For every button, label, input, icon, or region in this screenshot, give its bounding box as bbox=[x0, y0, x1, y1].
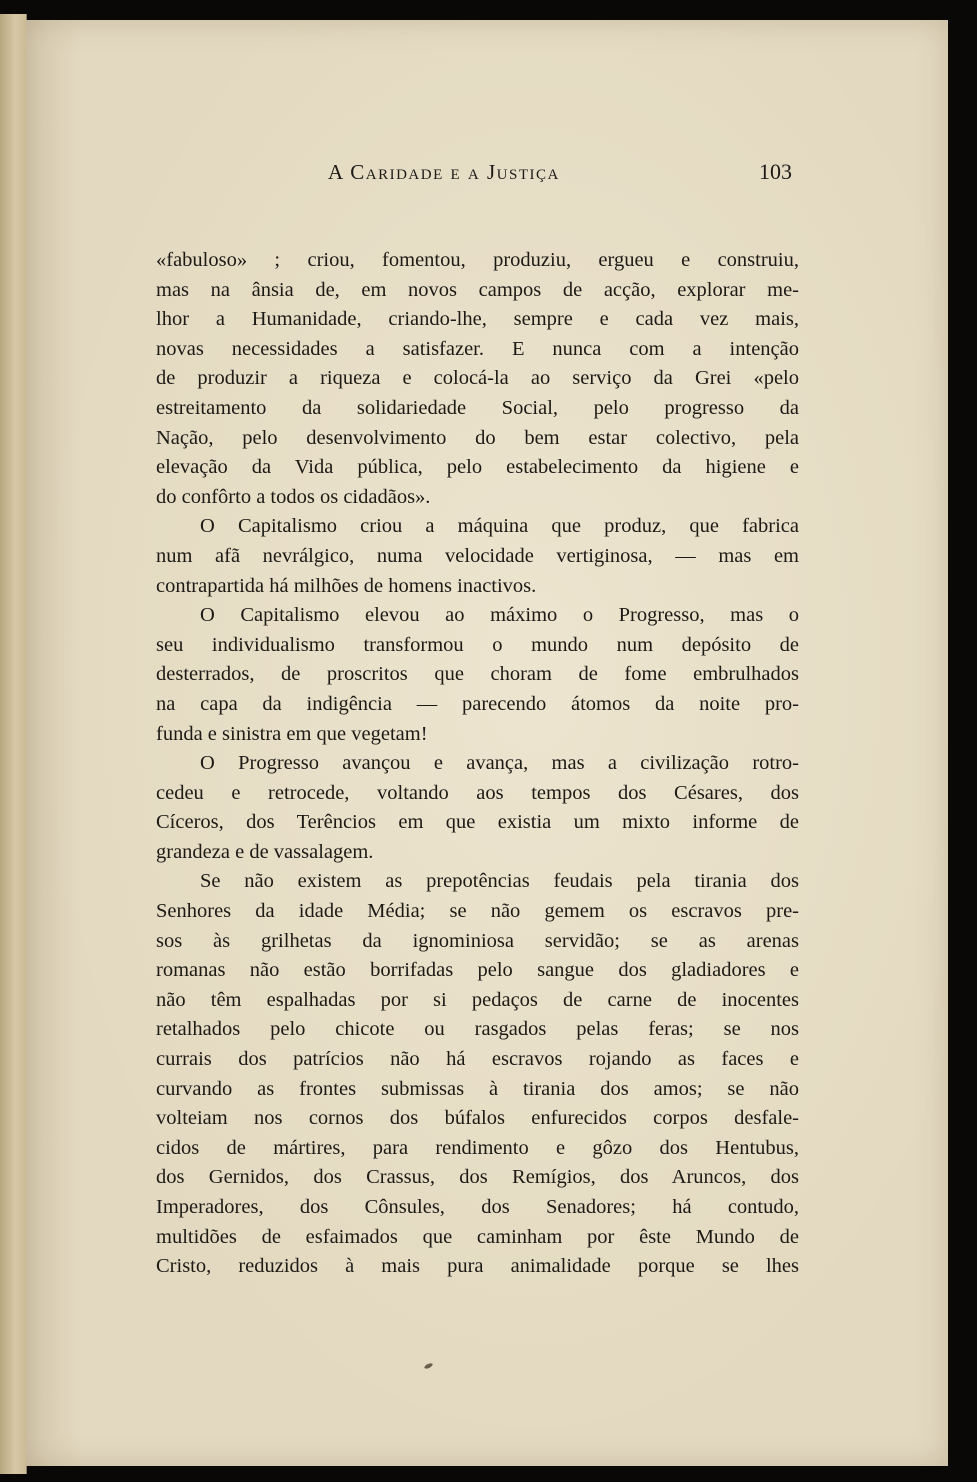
text-line: Senhores da idade Média; se não gemem os escravos pre- bbox=[156, 900, 799, 923]
page-sheet bbox=[26, 20, 948, 1466]
text-line: cidos de mártires, para rendimento e gôzo dos Hentubus, bbox=[156, 1136, 799, 1159]
text-line: do confôrto a todos os cidadãos». bbox=[156, 485, 431, 508]
text-line: O Progresso avançou e avança, mas a civilização rotro- bbox=[200, 752, 799, 775]
running-header bbox=[156, 160, 796, 196]
text-line: Cíceros, dos Terêncios em que existia um mixto informe de bbox=[156, 811, 799, 834]
text-line: funda e sinistra em que vegetam! bbox=[156, 722, 428, 745]
page-number: 103 bbox=[759, 159, 792, 184]
text-line: estreitamento da solidariedade Social, pelo progresso da bbox=[156, 396, 799, 419]
text-line: O Capitalismo elevou ao máximo o Progresso, mas o bbox=[200, 604, 799, 627]
text-line: num afã nevrálgico, numa velocidade vertiginosa, — mas em bbox=[156, 544, 799, 567]
text-line: elevação da Vida pública, pelo estabelecimento da higiene e bbox=[156, 456, 799, 479]
text-line: mas na ânsia de, em novos campos de acção, explorar me- bbox=[156, 278, 799, 301]
running-title: A Caridade e a Justiça bbox=[328, 160, 560, 184]
text-line: na capa da indigência — parecendo átomos da noite pro- bbox=[156, 692, 799, 715]
text-line: Imperadores, dos Cônsules, dos Senadores; há contudo, bbox=[156, 1196, 799, 1218]
ink-smudge bbox=[424, 1362, 434, 1369]
text-line: curvando as frontes submissas à tirania dos amos; se não bbox=[156, 1077, 799, 1100]
text-line: retalhados pelo chicote ou rasgados pelas feras; se nos bbox=[156, 1018, 799, 1041]
text-line: contrapartida há milhões de homens inactivos. bbox=[156, 574, 537, 597]
text-line: romanas não estão borrifadas pelo sangue dos gladiadores e bbox=[156, 959, 799, 982]
text-line: sos às grilhetas da ignominiosa servidão; se as arenas bbox=[156, 929, 799, 952]
text-line: O Capitalismo criou a máquina que produz, que fabrica bbox=[200, 515, 799, 538]
body-text bbox=[156, 246, 799, 1282]
text-line: dos Gernidos, dos Crassus, dos Remígios, dos Aruncos, dos bbox=[156, 1166, 799, 1189]
text-line: de produzir a riqueza e colocá-la ao serviço da Grei «pelo bbox=[156, 367, 799, 390]
text-line: Se não existem as prepotências feudais pela tirania dos bbox=[200, 870, 799, 893]
text-line: «fabuloso» ; criou, fomentou, produziu, ergueu e construiu, bbox=[156, 249, 799, 271]
text-line: multidões de esfaimados que caminham por êste Mundo de bbox=[156, 1225, 799, 1248]
text-line: cedeu e retrocede, voltando aos tempos dos Césares, dos bbox=[156, 781, 799, 804]
facing-page-edge bbox=[0, 14, 27, 1474]
text-line: não têm espalhadas por si pedaços de carne de inocentes bbox=[156, 988, 799, 1011]
text-line: Nação, pelo desenvolvimento do bem estar colectivo, pela bbox=[156, 426, 799, 449]
text-line: desterrados, de proscritos que choram de fome embrulhados bbox=[156, 663, 799, 686]
text-line: grandeza e de vassalagem. bbox=[156, 840, 374, 863]
text-line: seu individualismo transformou o mundo num depósito de bbox=[156, 633, 799, 656]
text-line: lhor a Humanidade, criando-lhe, sempre e cada vez mais, bbox=[156, 308, 799, 331]
text-line: volteiam nos cornos dos búfalos enfurecidos corpos desfale- bbox=[156, 1107, 799, 1130]
text-line: Cristo, reduzidos à mais pura animalidade porque se lhes bbox=[156, 1255, 799, 1278]
text-line: currais dos patrícios não há escravos rojando as faces e bbox=[156, 1048, 799, 1071]
text-line: novas necessidades a satisfazer. E nunca com a intenção bbox=[156, 337, 799, 360]
